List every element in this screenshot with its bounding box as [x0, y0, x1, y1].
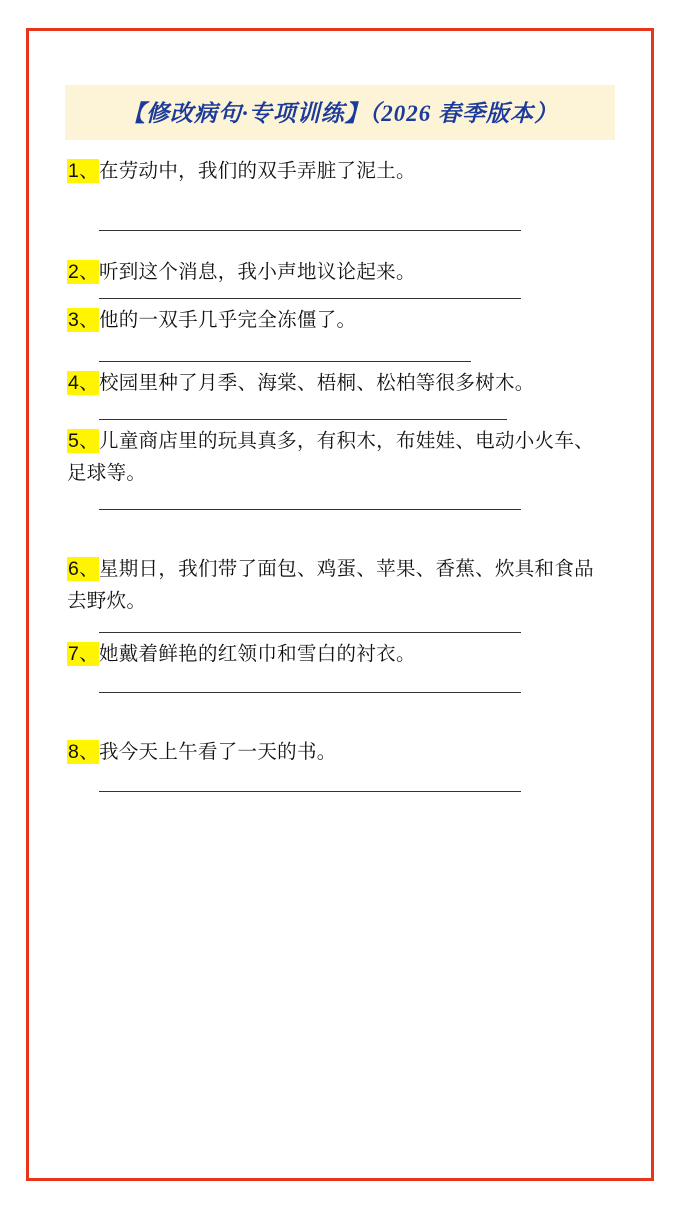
- question-number: 2、: [68, 260, 99, 283]
- question-number: 8、: [68, 741, 99, 764]
- question-number: 4、: [68, 371, 99, 394]
- question-item: [65, 426, 615, 552]
- question-item: [65, 737, 615, 796]
- question-number: 3、: [68, 309, 99, 332]
- question-sentence: 我今天上午看了一天的书。: [98, 741, 337, 764]
- question-item: [65, 257, 615, 304]
- question-text-line: [65, 305, 615, 337]
- question-text-line: [65, 156, 615, 188]
- question-item: [65, 156, 615, 255]
- title-banner: [65, 85, 615, 140]
- spacer: [65, 337, 615, 361]
- question-number: 5、: [68, 430, 99, 453]
- spacer: [65, 188, 615, 230]
- question-text-line: [65, 368, 615, 400]
- question-sentence: 她戴着鲜艳的红领巾和雪白的衬衣。: [98, 642, 416, 665]
- spacer: [65, 420, 615, 424]
- question-sentence: 校园里种了月季、海棠、梧桐、松柏等很多树木。: [98, 371, 535, 394]
- question-number: 6、: [68, 558, 99, 581]
- question-text-line: [65, 426, 615, 489]
- question-number: 1、: [68, 160, 99, 182]
- question-sentence: 儿童商店里的玩具真多，有积木，布娃娃、电动小火车、足球等。: [67, 430, 594, 484]
- page-border-frame: [26, 28, 654, 1181]
- spacer: [65, 399, 615, 419]
- question-item: [65, 368, 615, 425]
- question-sentence: 听到这个消息，我小声地议论起来。: [98, 260, 416, 283]
- question-sentence: 星期日，我们带了面包、鸡蛋、苹果、香蕉、炊具和食品去野炊。: [67, 558, 594, 613]
- question-text-line: [65, 554, 615, 617]
- spacer: [65, 299, 615, 303]
- spacer: [65, 792, 615, 796]
- page-content: [43, 49, 637, 1160]
- page-title: 【修改病句·专项训练】（2026 春季版本）: [122, 101, 558, 126]
- spacer: [65, 670, 615, 692]
- spacer: [65, 633, 615, 637]
- question-text-line: [65, 639, 615, 671]
- question-number: 7、: [68, 642, 99, 665]
- spacer: [65, 231, 615, 255]
- spacer: [65, 693, 615, 735]
- question-item: [65, 554, 615, 636]
- question-item: [65, 305, 615, 366]
- question-text-line: [65, 257, 615, 289]
- spacer: [65, 362, 615, 366]
- question-sentence: 在劳动中，我们的双手弄脏了泥土。: [98, 160, 416, 182]
- question-item: [65, 639, 615, 736]
- question-list: [65, 156, 615, 796]
- spacer: [65, 769, 615, 791]
- spacer: [65, 489, 615, 509]
- question-text-line: [65, 737, 615, 769]
- spacer: [65, 618, 615, 632]
- question-sentence: 他的一双手几乎完全冻僵了。: [98, 309, 357, 332]
- spacer: [65, 510, 615, 552]
- spacer: [65, 288, 615, 298]
